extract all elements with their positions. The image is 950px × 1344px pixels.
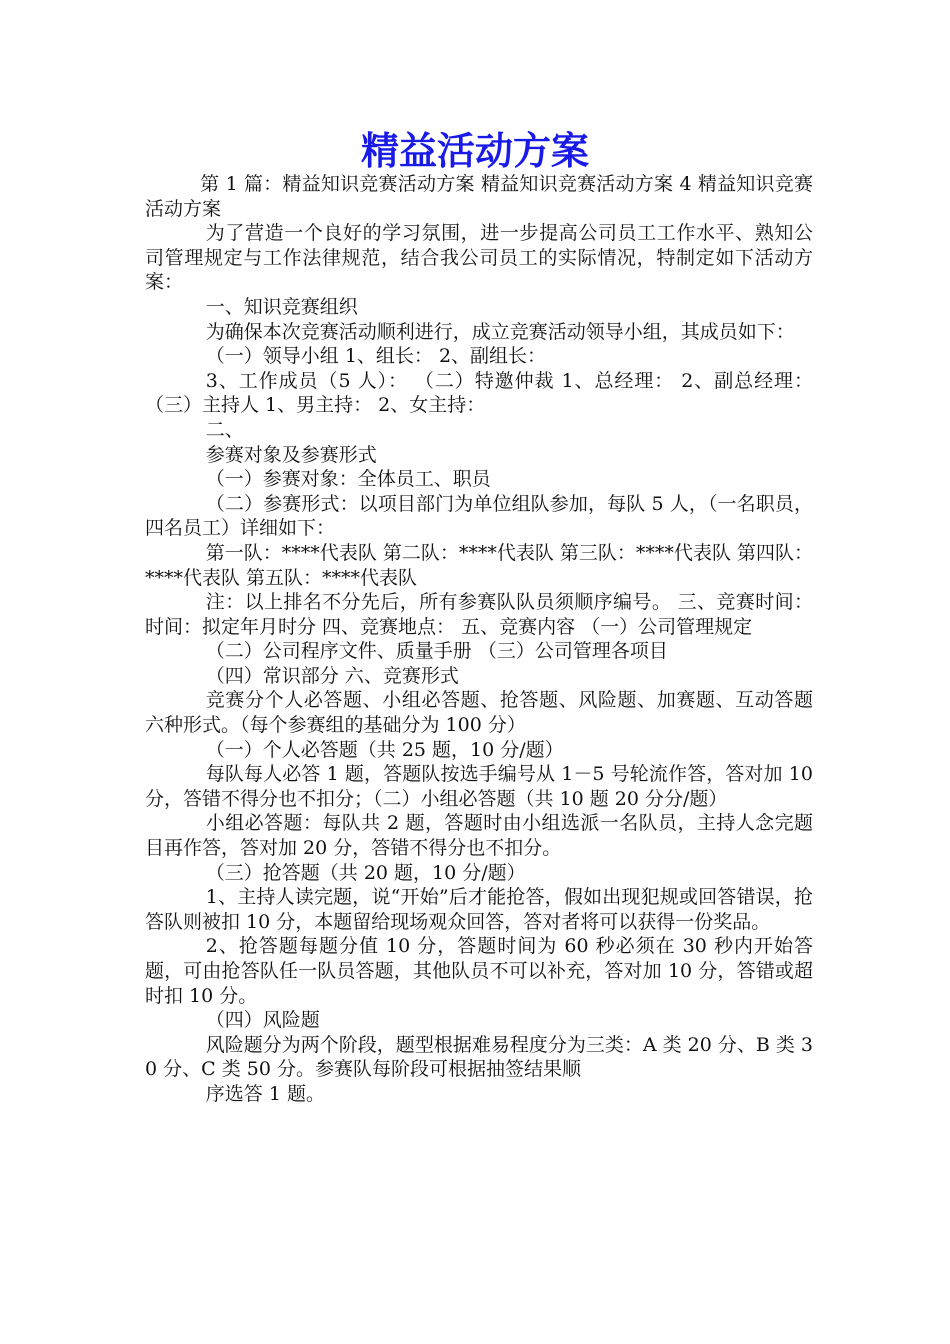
- paragraph-14: （四）常识部分 六、竞赛形式: [205, 664, 459, 687]
- paragraph-4: 为确保本次竞赛活动顺利进行，成立竞赛活动领导小组，其成员如下：: [205, 320, 795, 343]
- paragraph-1: 第 1 篇：精益知识竞赛活动方案 精益知识竞赛活动方案 4 精益知识竞赛活动方案: [145, 173, 813, 220]
- paragraph-23: 风险题分为两个阶段，题型根据难易程度分为三类：A 类 20 分、B 类 30 分、C 类 50 分。参赛队每阶段可根据抽签结果顺: [145, 1033, 813, 1081]
- paragraph-9: （一）参赛对象：全体员工、职员: [205, 468, 491, 491]
- paragraph-5: （一）领导小组 1、组长： 2、副组长：: [205, 345, 547, 368]
- document-body: [145, 172, 813, 1107]
- paragraph-18: 小组必答题：每队共 2 题，答题时由小组选派一名队员，主持人念完题目再作答，答对加 20 分，答错不得分也不扣分。: [145, 812, 813, 860]
- paragraph-13: （二）公司程序文件、质量手册 （三）公司管理各项目: [205, 640, 668, 663]
- paragraph-21: 2、抢答题每题分值 10 分，答题时间为 60 秒必须在 30 秒内开始答题，可由抢答队任一队员答题，其他队员不可以补充，答对加 10 分，答错或超时扣 10 分。: [145, 935, 813, 1007]
- paragraph-22: （四）风险题: [205, 1009, 320, 1032]
- paragraph-3: 一、知识竞赛组织: [205, 295, 358, 318]
- paragraph-7: 二、: [205, 418, 244, 441]
- paragraph-15: 竞赛分个人必答题、小组必答题、抢答题、风险题、加赛题、互动答题六种形式。（每个参赛组的基础分为 100 分）: [145, 689, 813, 737]
- paragraph-17: 每队每人必答 1 题，答题队按选手编号从 1－5 号轮流作答，答对加 10 分，答错不得分也不扣分；（二）小组必答题（共 10 题 20 分分/题）: [145, 763, 813, 810]
- paragraph-19: （三）抢答题（共 20 题，10 分/题）: [205, 861, 526, 884]
- paragraph-8: 参赛对象及参赛形式: [205, 443, 377, 466]
- document-title: 精益活动方案: [360, 129, 589, 173]
- paragraph-24: 序选答 1 题。: [205, 1082, 325, 1105]
- paragraph-6: 3、工作成员（5 人）： （二）特邀仲裁 1、总经理： 2、副总经理： （三）主持人 1、男主持： 2、女主持：: [145, 369, 813, 417]
- paragraph-2: 为了营造一个良好的学习氛围，进一步提高公司员工工作水平、熟知公司管理规定与工作法律规范，结合我公司员工的实际情况，特制定如下活动方案：: [145, 222, 813, 294]
- paragraph-16: （一）个人必答题（共 25 题，10 分/题）: [205, 738, 564, 761]
- paragraph-12: 注：以上排名不分先后，所有参赛队队员须顺序编号。 三、竞赛时间： 时间：拟定年月时分 四、竞赛地点： 五、竞赛内容 （一）公司管理规定: [145, 591, 813, 638]
- paragraph-20: 1、主持人读完题，说“开始”后才能抢答，假如出现犯规或回答错误，抢答队则被扣 10 分，本题留给现场观众回答，答对者将可以获得一份奖品。: [145, 886, 813, 933]
- paragraph-10: （二）参赛形式：以项目部门为单位组队参加，每队 5 人，（一名职员，四名员工）详细如下：: [145, 492, 813, 540]
- paragraph-11: 第一队：****代表队 第二队：****代表队 第三队：****代表队 第四队：****代表队 第五队：****代表队: [145, 541, 813, 589]
